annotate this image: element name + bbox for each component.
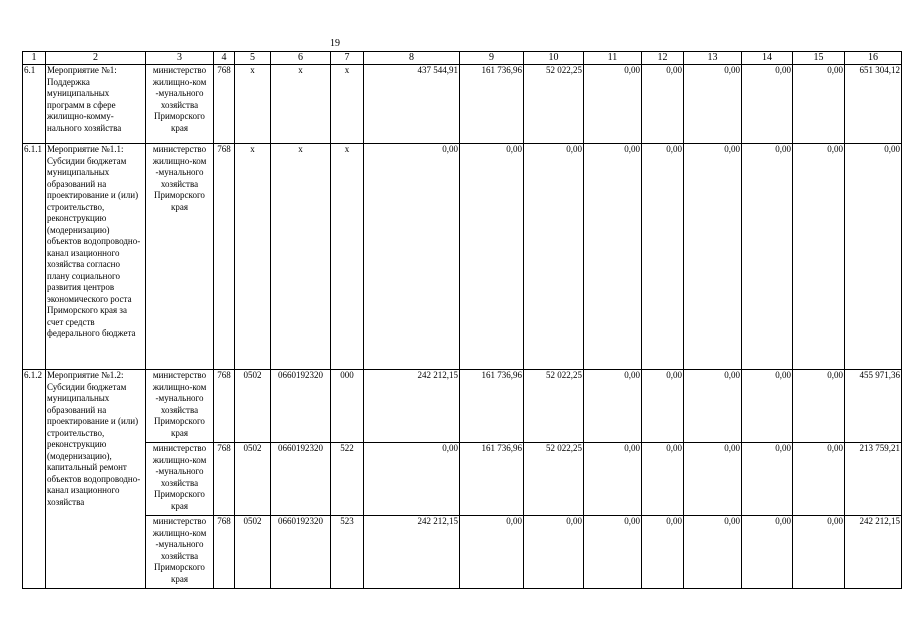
column-header: 10	[524, 52, 584, 65]
column-header: 9	[460, 52, 524, 65]
measure-name: Мероприятие №1: Поддержка муниципальных программ в сфере жилищно-комму-нального хозяйства	[46, 65, 146, 144]
responsible-org: министерство жилищно-ком -мунального хозяйства Приморского края	[146, 144, 214, 370]
cell-c10: 0,00	[524, 516, 584, 589]
cell-c15: 0,00	[793, 516, 845, 589]
cell-c9: 0,00	[460, 144, 524, 370]
cell-c14: 0,00	[742, 443, 793, 516]
responsible-org: министерство жилищно-ком -мунального хозяйства Приморского края	[146, 516, 214, 589]
measure-name: Мероприятие №1.2: Субсидии бюджетам муниципальных образований на проектирование и (или) строительство, реконструкцию (модернизацию), капитальный ремонт объектов водопроводно-канал изационного хозяйства	[46, 370, 146, 589]
cell-c5: 0502	[235, 443, 271, 516]
table-row	[23, 370, 902, 443]
cell-c16: 242 212,15	[845, 516, 902, 589]
column-header: 4	[214, 52, 235, 65]
column-header: 16	[845, 52, 902, 65]
column-header: 13	[684, 52, 742, 65]
column-header: 7	[331, 52, 364, 65]
cell-c4: 768	[214, 516, 235, 589]
cell-c7: 000	[331, 370, 364, 443]
cell-c10: 52 022,25	[524, 443, 584, 516]
cell-c13: 0,00	[684, 370, 742, 443]
table-row	[23, 516, 902, 589]
cell-c6: х	[271, 144, 331, 370]
cell-c8: 0,00	[364, 443, 460, 516]
row-number: 6.1.2	[23, 370, 46, 589]
cell-c15: 0,00	[793, 443, 845, 516]
table-row	[23, 443, 902, 516]
column-header: 5	[235, 52, 271, 65]
cell-c10: 0,00	[524, 144, 584, 370]
cell-c9: 0,00	[460, 516, 524, 589]
cell-c16: 0,00	[845, 144, 902, 370]
cell-c6: х	[271, 65, 331, 144]
cell-c9: 161 736,96	[460, 370, 524, 443]
cell-c9: 161 736,96	[460, 65, 524, 144]
cell-c15: 0,00	[793, 65, 845, 144]
cell-c4: 768	[214, 144, 235, 370]
budget-table	[22, 51, 902, 589]
cell-c11: 0,00	[584, 144, 642, 370]
cell-c5: х	[235, 65, 271, 144]
responsible-org: министерство жилищно-ком -мунального хозяйства Приморского края	[146, 65, 214, 144]
cell-c7: 522	[331, 443, 364, 516]
cell-c8: 0,00	[364, 144, 460, 370]
cell-c6: 0660192320	[271, 443, 331, 516]
cell-c14: 0,00	[742, 144, 793, 370]
cell-c16: 213 759,21	[845, 443, 902, 516]
column-header: 8	[364, 52, 460, 65]
cell-c16: 651 304,12	[845, 65, 902, 144]
cell-c4: 768	[214, 370, 235, 443]
measure-name: Мероприятие №1.1: Субсидии бюджетам муниципальных образований на проектирование и (или) строительство, реконструкцию (модернизацию) объектов водопроводно-канал изационного хозяйства согласно плану социального развития центров экономического роста Приморского края за счет средств федерального бюджета	[46, 144, 146, 370]
cell-c4: 768	[214, 443, 235, 516]
cell-c14: 0,00	[742, 65, 793, 144]
column-header: 2	[46, 52, 146, 65]
cell-c16: 455 971,36	[845, 370, 902, 443]
row-number: 6.1.1	[23, 144, 46, 370]
cell-c13: 0,00	[684, 144, 742, 370]
cell-c6: 0660192320	[271, 516, 331, 589]
cell-c5: х	[235, 144, 271, 370]
table-row	[23, 144, 902, 370]
column-header: 1	[23, 52, 46, 65]
cell-c12: 0,00	[642, 443, 684, 516]
cell-c11: 0,00	[584, 370, 642, 443]
cell-c14: 0,00	[742, 370, 793, 443]
cell-c5: 0502	[235, 516, 271, 589]
cell-c5: 0502	[235, 370, 271, 443]
column-header: 6	[271, 52, 331, 65]
cell-c8: 437 544,91	[364, 65, 460, 144]
cell-c14: 0,00	[742, 516, 793, 589]
cell-c8: 242 212,15	[364, 370, 460, 443]
column-header-row	[23, 52, 902, 65]
cell-c6: 0660192320	[271, 370, 331, 443]
cell-c11: 0,00	[584, 65, 642, 144]
cell-c8: 242 212,15	[364, 516, 460, 589]
cell-c12: 0,00	[642, 65, 684, 144]
cell-c15: 0,00	[793, 144, 845, 370]
cell-c9: 161 736,96	[460, 443, 524, 516]
cell-c13: 0,00	[684, 516, 742, 589]
cell-c10: 52 022,25	[524, 65, 584, 144]
cell-c7: х	[331, 65, 364, 144]
cell-c13: 0,00	[684, 443, 742, 516]
cell-c7: 523	[331, 516, 364, 589]
cell-c12: 0,00	[642, 516, 684, 589]
table-row	[23, 65, 902, 144]
cell-c11: 0,00	[584, 443, 642, 516]
column-header: 15	[793, 52, 845, 65]
cell-c7: х	[331, 144, 364, 370]
row-number: 6.1	[23, 65, 46, 144]
column-header: 14	[742, 52, 793, 65]
responsible-org: министерство жилищно-ком -мунального хозяйства Приморского края	[146, 370, 214, 443]
cell-c10: 52 022,25	[524, 370, 584, 443]
cell-c13: 0,00	[684, 65, 742, 144]
page-number: 19	[330, 38, 340, 49]
responsible-org: министерство жилищно-ком -мунального хозяйства Приморского края	[146, 443, 214, 516]
column-header: 3	[146, 52, 214, 65]
cell-c4: 768	[214, 65, 235, 144]
cell-c12: 0,00	[642, 144, 684, 370]
column-header: 11	[584, 52, 642, 65]
cell-c11: 0,00	[584, 516, 642, 589]
column-header: 12	[642, 52, 684, 65]
cell-c12: 0,00	[642, 370, 684, 443]
cell-c15: 0,00	[793, 370, 845, 443]
